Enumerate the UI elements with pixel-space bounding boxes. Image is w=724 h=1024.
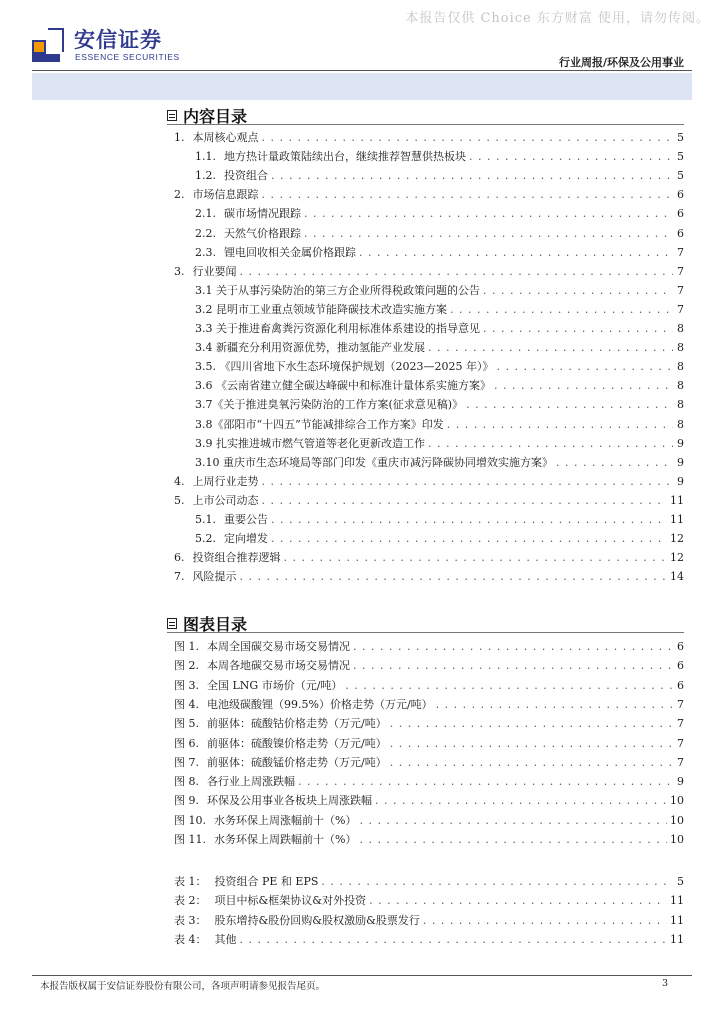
toc-dot-leader <box>496 357 673 376</box>
toc-entry[interactable] <box>174 637 684 656</box>
toc-entry-number: 表 1： <box>174 875 207 888</box>
toc-entry-title: 电池级碳酸锂（99.5%）价格走势（万元/吨） <box>207 697 433 711</box>
toc-entry-title: 项目中标&框架协议&对外投资 <box>214 894 367 908</box>
toc-entry-title: 投资组合推荐逻辑 <box>192 551 281 565</box>
toc-entry-number: 7. <box>174 570 185 584</box>
toc-entry-page: 11 <box>670 513 684 526</box>
toc-entry[interactable] <box>174 811 684 830</box>
toc-dot-leader <box>494 376 673 395</box>
toc-entry[interactable] <box>195 453 684 472</box>
toc-entry-title: 上周行业走势 <box>192 474 259 488</box>
brand-name-cn: 安信证券 <box>74 28 162 52</box>
toc-entry[interactable] <box>195 434 684 453</box>
toc-entry-page: 11 <box>670 932 684 946</box>
toc-dot-leader <box>262 472 674 491</box>
toc-entry[interactable] <box>174 185 684 204</box>
toc-entry-title: 碳市场情况跟踪 <box>224 207 301 221</box>
header-band <box>32 73 692 100</box>
toc-entry-page: 7 <box>677 245 684 259</box>
toc-entry-number: 2.1. <box>195 207 216 221</box>
toc-entry[interactable] <box>195 357 684 376</box>
toc-entry[interactable] <box>195 281 684 300</box>
toc-dot-leader <box>321 872 673 891</box>
toc-dot-leader <box>304 224 673 243</box>
toc-entry[interactable] <box>174 472 684 491</box>
toc-entry-title: 环保及公用事业各板块上周涨跌幅 <box>207 794 372 808</box>
toc-dot-leader <box>284 548 668 567</box>
toc-entry-page: 5 <box>677 131 684 144</box>
toc-dot-leader <box>271 510 667 529</box>
toc-dot-leader <box>483 319 673 338</box>
toc-dot-leader <box>353 656 673 675</box>
toc-entry-page: 8 <box>677 417 684 431</box>
toc-dot-leader <box>469 147 673 166</box>
toc-entry-title: 3.8《邵阳市“十四五”节能减排综合工作方案》印发 <box>195 417 444 431</box>
page-number: 3 <box>661 978 668 989</box>
toc-entry[interactable] <box>174 695 684 714</box>
toc-entry[interactable] <box>195 147 684 166</box>
toc-dot-leader <box>390 734 673 753</box>
toc-entry-title: 3.10 重庆市生态环境局等部门印发《重庆市减污降碳协同增效实施方案》 <box>195 455 553 469</box>
toc-entry[interactable] <box>174 791 684 810</box>
toc-entry[interactable] <box>174 656 684 675</box>
toc-dot-leader <box>359 811 667 830</box>
toc-entry-page: 9 <box>677 436 684 450</box>
toc-dot-leader <box>556 453 673 472</box>
toc-entry-number: 图 6. <box>174 736 199 750</box>
brand-name-en: ESSENCE SECURITIES <box>75 52 180 62</box>
toc-entry-title: 行业要闻 <box>192 264 237 278</box>
toc-dot-leader <box>450 300 673 319</box>
toc-entry-number: 图 1. <box>174 640 199 653</box>
toc-dot-leader <box>483 281 673 300</box>
toc-entry-number: 表 4： <box>174 932 207 946</box>
toc-entry-page: 14 <box>670 570 684 584</box>
toc-entry-title: 前驱体：硫酸钴价格走势（万元/吨） <box>207 717 387 731</box>
list-icon <box>167 110 177 121</box>
toc-entry-page: 7 <box>677 717 684 731</box>
toc-entry-number: 图 10. <box>174 813 206 827</box>
toc-entry[interactable] <box>195 415 684 434</box>
toc-entry[interactable] <box>174 872 684 891</box>
toc-entry-title: 前驱体：硫酸锰价格走势（万元/吨） <box>207 755 387 769</box>
toc-entry[interactable] <box>195 376 684 395</box>
toc-entry-page: 6 <box>677 188 684 202</box>
toc-dot-leader <box>390 753 673 772</box>
toc-entry-page: 5 <box>677 875 684 888</box>
toc-entry-title: 其他 <box>214 932 237 946</box>
toc-entry-title: 地方热计量政策陆续出台，继续推荐智慧供热板块 <box>224 150 466 164</box>
toc-entry-number: 图 7. <box>174 755 199 769</box>
toc-entry-number: 2.3. <box>195 245 216 259</box>
footer-divider <box>32 975 692 976</box>
toc-entry-title: 风险提示 <box>192 570 237 584</box>
toc-entry-title: 3.3 关于推进畜禽粪污资源化利用标准体系建设的指导意见 <box>195 322 480 335</box>
toc-entry-page: 8 <box>677 360 684 374</box>
toc-entry-number: 1.2. <box>195 169 216 183</box>
toc-entry-number: 1. <box>174 131 185 144</box>
toc-entry-page: 7 <box>677 736 684 750</box>
toc-entry[interactable] <box>174 772 684 791</box>
toc-entry-number: 表 3： <box>174 913 207 927</box>
toc-dot-leader <box>240 262 674 281</box>
toc-entry-number: 1.1. <box>195 150 216 164</box>
toc-entry-title: 水务环保上周涨幅前十（%） <box>214 813 357 827</box>
toc-entry[interactable] <box>195 300 684 319</box>
toc-entry-title: 投资组合 PE 和 EPS <box>214 875 319 888</box>
toc-dot-leader <box>369 891 667 910</box>
toc-entry-number: 图 4. <box>174 697 199 711</box>
toc-entry[interactable] <box>195 224 684 243</box>
toc-entry-number: 图 11. <box>174 833 206 846</box>
toc-entry-title: 3.2 昆明市工业重点领域节能降碳技术改造实施方案 <box>195 302 447 316</box>
toc-entry[interactable] <box>174 262 684 281</box>
toc-dot-leader <box>271 529 667 548</box>
toc-entry-page: 9 <box>677 775 684 789</box>
figures-title: 图表目录 <box>183 615 248 634</box>
toc-entry[interactable] <box>195 510 684 529</box>
toc-entry-number: 图 5. <box>174 717 199 731</box>
contents-title: 内容目录 <box>183 107 248 126</box>
toc-entry[interactable] <box>195 166 684 185</box>
toc-entry-number: 4. <box>174 474 185 488</box>
toc-entry[interactable] <box>174 930 684 949</box>
toc-entry[interactable] <box>174 830 684 849</box>
toc-entry-number: 5. <box>174 493 185 507</box>
toc-entry-number: 图 2. <box>174 659 199 673</box>
toc-entry-page: 8 <box>677 341 684 355</box>
toc-entry-number: 3. <box>174 264 185 278</box>
toc-entry-title: 3.5. 《四川省地下水生态环境保护规划（2023—2025 年）》 <box>195 360 494 374</box>
toc-entry[interactable] <box>195 338 684 357</box>
toc-dot-leader <box>262 185 674 204</box>
toc-entry[interactable] <box>195 395 684 414</box>
toc-entry[interactable] <box>174 911 684 930</box>
toc-entry[interactable] <box>174 676 684 695</box>
toc-entry-page: 5 <box>677 169 684 183</box>
toc-entry-number: 2.2. <box>195 226 216 240</box>
toc-entry-page: 8 <box>677 379 684 393</box>
toc-dot-leader <box>359 243 673 262</box>
toc-entry-title: 本周全国碳交易市场交易情况 <box>207 640 350 653</box>
toc-entry-title: 3.6 《云南省建立健全碳达峰碳中和标准计量体系实施方案》 <box>195 379 491 393</box>
toc-entry-number: 图 8. <box>174 775 199 789</box>
toc-entry-title: 各行业上周涨跌幅 <box>207 775 295 789</box>
list-icon <box>167 618 177 629</box>
toc-dot-leader <box>423 911 667 930</box>
toc-entry[interactable] <box>174 128 684 147</box>
toc-entry[interactable] <box>174 753 684 772</box>
toc-entry-title: 3.9 扎实推进城市燃气管道等老化更新改造工作 <box>195 436 425 450</box>
toc-entry-title: 投资组合 <box>224 169 268 183</box>
toc-entry-title: 3.4 新疆充分利用资源优势，推动氢能产业发展 <box>195 341 425 355</box>
toc-entry[interactable] <box>174 548 684 567</box>
toc-entry-page: 11 <box>670 894 684 908</box>
toc-entry-title: 全国 LNG 市场价（元/吨） <box>207 678 343 692</box>
toc-entry[interactable] <box>174 891 684 910</box>
toc-entry-page: 10 <box>670 794 684 808</box>
toc-entry-title: 前驱体：硫酸镍价格走势（万元/吨） <box>207 736 387 750</box>
report-type-label: 行业周报/环保及公用事业 <box>558 56 684 69</box>
toc-entry-page: 7 <box>677 755 684 769</box>
toc-entry-page: 8 <box>677 322 684 335</box>
contents-heading-rule <box>167 124 684 125</box>
toc-entry-title: 定向增发 <box>224 532 268 546</box>
toc-dot-leader <box>466 395 673 414</box>
toc-entry[interactable] <box>174 714 684 733</box>
toc-entry-page: 5 <box>677 150 684 164</box>
toc-entry-page: 8 <box>677 398 684 412</box>
toc-entry-page: 6 <box>677 207 684 221</box>
toc-entry[interactable] <box>174 567 684 586</box>
toc-entry[interactable] <box>174 491 684 510</box>
toc-entry-title: 3.1 关于从事污染防治的第三方企业所得税政策问题的公告 <box>195 283 480 297</box>
toc-entry-page: 12 <box>670 551 684 565</box>
watermark-text: 本报告仅供 Choice 东方财富 使用，请勿传阅。 <box>405 11 710 26</box>
toc-entry-title: 上市公司动态 <box>192 493 259 507</box>
header-divider <box>32 70 692 71</box>
toc-entry[interactable] <box>195 243 684 262</box>
toc-entry-page: 11 <box>670 913 684 927</box>
toc-entry-number: 表 2： <box>174 894 207 908</box>
toc-entry[interactable] <box>195 204 684 223</box>
toc-dot-leader <box>240 567 668 586</box>
toc-entry-title: 锂电回收相关金属价格跟踪 <box>224 245 356 259</box>
toc-entry-number: 5.1. <box>195 513 216 526</box>
toc-entry-page: 12 <box>670 532 684 546</box>
toc-entry-page: 6 <box>677 226 684 240</box>
toc-entry-title: 市场信息跟踪 <box>192 188 259 202</box>
toc-dot-leader <box>262 491 668 510</box>
toc-dot-leader <box>375 791 667 810</box>
toc-entry-page: 6 <box>677 678 684 692</box>
toc-entry-page: 11 <box>670 493 684 507</box>
toc-entry-title: 天然气价格跟踪 <box>224 226 301 240</box>
toc-dot-leader <box>304 204 673 223</box>
toc-entry-title: 本周核心观点 <box>192 131 259 144</box>
toc-entry-page: 9 <box>677 474 684 488</box>
toc-entry-number: 图 3. <box>174 678 199 692</box>
toc-dot-leader <box>447 415 673 434</box>
toc-entry-page: 7 <box>677 302 684 316</box>
toc-entry[interactable] <box>195 319 684 338</box>
footer-disclaimer: 本报告版权属于安信证券股份有限公司，各项声明请参见报告尾页。 <box>40 981 326 992</box>
toc-entry[interactable] <box>195 529 684 548</box>
toc-entry-title: 本周各地碳交易市场交易情况 <box>207 659 350 673</box>
figures-heading-rule <box>167 632 684 633</box>
toc-entry-title: 重要公告 <box>224 513 268 526</box>
toc-entry-number: 图 9. <box>174 794 199 808</box>
toc-dot-leader <box>240 930 668 949</box>
toc-entry-page: 10 <box>670 813 684 827</box>
toc-entry-number: 2. <box>174 188 185 202</box>
toc-dot-leader <box>436 695 673 714</box>
toc-entry-page: 7 <box>677 697 684 711</box>
toc-entry-page: 7 <box>677 264 684 278</box>
toc-entry-page: 6 <box>677 659 684 673</box>
toc-entry-title: 股东增持&股份回购&股权激励&股票发行 <box>214 913 420 927</box>
toc-dot-leader <box>428 434 673 453</box>
toc-entry-number: 6. <box>174 551 185 565</box>
toc-entry-page: 9 <box>677 455 684 469</box>
toc-dot-leader <box>359 830 667 849</box>
toc-entry[interactable] <box>174 734 684 753</box>
toc-dot-leader <box>353 637 673 656</box>
toc-dot-leader <box>428 338 673 357</box>
toc-entry-number: 5.2. <box>195 532 216 546</box>
toc-dot-leader <box>345 676 673 695</box>
toc-entry-page: 10 <box>670 833 684 846</box>
toc-entry-page: 7 <box>677 283 684 297</box>
toc-entry-title: 3.7《关于推进臭氧污染防治的工作方案(征求意见稿)》 <box>195 398 464 412</box>
toc-dot-leader <box>390 714 673 733</box>
logo-mark-icon <box>32 26 66 62</box>
brand-logo <box>32 24 232 66</box>
toc-dot-leader <box>271 166 673 185</box>
toc-dot-leader <box>262 128 674 147</box>
toc-entry-page: 6 <box>677 640 684 653</box>
toc-entry-title: 水务环保上周跌幅前十（%） <box>214 833 357 846</box>
toc-dot-leader <box>298 772 673 791</box>
